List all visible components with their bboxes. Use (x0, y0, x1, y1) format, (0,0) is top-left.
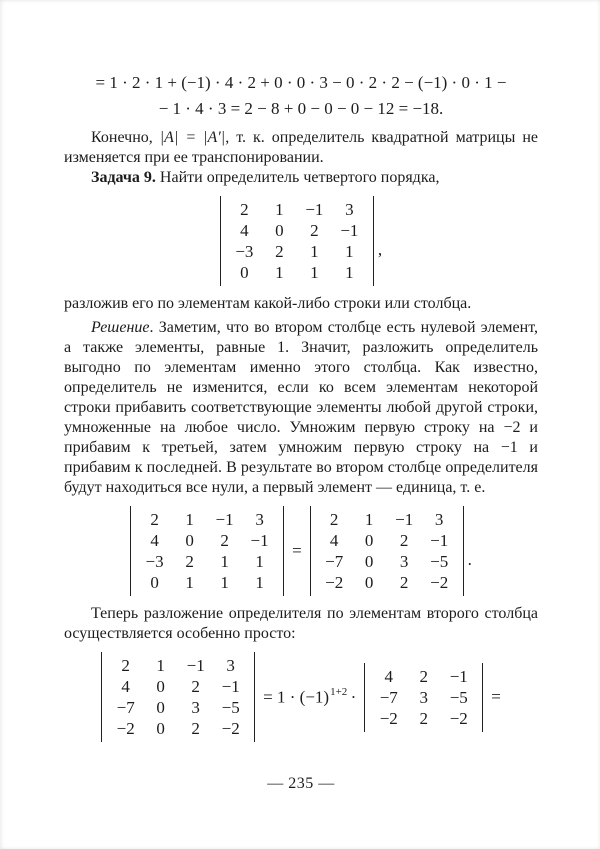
matrix-cell: −7 (325, 552, 344, 571)
matrix-cell: −2 (116, 719, 135, 738)
determinant-4x4-expansion (101, 652, 255, 742)
equation-top-line1: = 1 · 2 · 1 + (−1) · 4 · 2 + 0 · 0 · 3 − 0 · 2 · 2 − (−1) · 0 · 1 − (95, 73, 507, 92)
matrix-cell: −5 (221, 698, 240, 717)
matrix-cell: 1 (156, 656, 165, 675)
matrix-cell: −1 (186, 656, 205, 675)
matrix-cell: 0 (364, 552, 374, 571)
solution-label: Решение (91, 319, 150, 336)
matrix-cell: 4 (384, 666, 393, 686)
page-number: — 235 — (267, 775, 335, 792)
equation-transform (64, 506, 538, 596)
matrix-cell: 2 (419, 666, 428, 686)
matrix-cell: 3 (255, 510, 264, 529)
matrix-cell: −2 (325, 573, 344, 592)
matrix-cell: −2 (430, 573, 449, 592)
matrix-cell: 3 (345, 200, 354, 219)
matrix-cell: 1 (275, 263, 284, 282)
matrix-cell: 1 (364, 510, 374, 529)
matrix-cell: 2 (185, 552, 194, 571)
matrix-cell: 1 (255, 573, 264, 592)
matrix-cell: 1 (345, 263, 354, 282)
matrix-cell: 0 (364, 531, 374, 550)
matrix-cell: 2 (191, 719, 200, 738)
paragraph-transpose-prefix: Конечно, (91, 129, 160, 146)
period-after-determinant: . (467, 550, 472, 569)
matrix-cell: 2 (399, 573, 409, 592)
matrix-cell: 1 (185, 573, 194, 592)
matrix-cell: 0 (185, 531, 194, 550)
matrix-cell: 1 (345, 242, 354, 261)
matrix-cell: 4 (121, 677, 130, 696)
matrix-cell: 2 (329, 510, 339, 529)
matrix-cell: 1 (275, 200, 284, 219)
matrix-cell: 3 (419, 687, 428, 707)
matrix-cell: 1 (255, 552, 264, 571)
matrix-cell: 3 (434, 510, 444, 529)
matrix-cell: 3 (226, 656, 235, 675)
matrix-cell: 2 (399, 531, 409, 550)
matrix-cell: 2 (191, 677, 200, 696)
paragraph-solution (64, 318, 538, 498)
matrix-cell: 0 (156, 698, 165, 717)
matrix-cell: −1 (305, 200, 324, 219)
matrix-cell: 0 (364, 573, 374, 592)
matrix-cell: 0 (150, 573, 159, 592)
matrix-cell: −7 (116, 698, 135, 717)
matrix-cell: 3 (399, 552, 409, 571)
matrix-cell: −5 (449, 687, 468, 707)
determinant-4x4-left (130, 506, 284, 596)
matrix-cell: −1 (250, 531, 269, 550)
multiplication-dot: · (346, 687, 357, 707)
task-label: Задача 9. (91, 169, 156, 186)
inline-math-determinant-equality: |A| = |A′| (159, 129, 226, 146)
matrix-cell: −1 (430, 531, 449, 550)
paragraph-transpose (64, 128, 538, 168)
matrix-cell: −5 (430, 552, 449, 571)
matrix-cell: −1 (221, 677, 240, 696)
matrix-cell: 1 (185, 510, 194, 529)
matrix-cell: 0 (156, 719, 165, 738)
matrix-cell: 2 (240, 200, 249, 219)
matrix-cell: −3 (145, 552, 164, 571)
paragraph-transpose-rest: , т. к. определитель квадратной матрицы не изменяется при ее транспонировании. (64, 129, 539, 166)
comma-after-determinant: , (377, 240, 383, 259)
matrix-cell: 1 (220, 573, 229, 592)
matrix-cell: −1 (340, 221, 359, 240)
matrix-cell: 2 (150, 510, 159, 529)
matrix-cell: 4 (150, 531, 159, 550)
expansion-factor (263, 687, 356, 708)
determinant-3x3-minor (364, 663, 483, 732)
matrix-cell: −7 (379, 687, 398, 707)
equation-top (64, 70, 538, 122)
equation-top-line2: − 1 · 4 · 3 = 2 − 8 + 0 − 0 − 0 − 12 = −18. (158, 99, 444, 118)
matrix-cell: −2 (221, 719, 240, 738)
matrix-cell: 2 (220, 531, 229, 550)
matrix-cell: 0 (156, 677, 165, 696)
matrix-cell: −1 (395, 510, 414, 529)
expansion-factor-base: = 1 · (−1) (263, 687, 330, 707)
equation-matrix1 (64, 196, 538, 286)
determinant-4x4-transformed (310, 506, 464, 596)
matrix-cell: 1 (310, 242, 319, 261)
matrix-cell: 2 (310, 221, 319, 240)
matrix-cell: −1 (215, 510, 234, 529)
equals-sign: = (292, 541, 302, 560)
matrix-cell: 4 (329, 531, 339, 550)
trailing-equals-sign: = (491, 687, 501, 706)
matrix-cell: 1 (310, 263, 319, 282)
matrix-cell: 2 (121, 656, 130, 675)
expansion-exponent: 1+2 (330, 685, 348, 698)
paragraph-now: Теперь разложение определителя по элементам второго столбца осуществляется особенно просто: (64, 605, 538, 642)
matrix-cell: −2 (379, 708, 398, 728)
determinant-4x4-original (220, 196, 374, 286)
matrix-cell: 0 (240, 263, 249, 282)
solution-text: . Заметим, что во втором столбце есть нулевой элемент, а также элементы, равные 1. Значит, разложить определитель выгодно по элементам именно этого столбца. Как известно, определитель не изменится, если ко всем элементам некоторой строки прибавить соответствующие элементы любой другой строки, умноженные на любое число. Умножим первую строку на −2 и прибавим к третьей, затем умножим первую строку на −1 и прибавим к последней. В результате во втором столбце определителя будут находиться все нули, а первый элемент — единица, т. е. (64, 319, 538, 496)
matrix-cell: 4 (240, 221, 249, 240)
paragraph-expand: разложив его по элементам какой-либо строки или столбца. (64, 295, 472, 312)
matrix-cell: 3 (191, 698, 200, 717)
matrix-cell: 2 (419, 708, 428, 728)
task-text: Найти определитель четвертого порядка, (155, 169, 440, 186)
matrix-cell: 1 (220, 552, 229, 571)
matrix-cell: −2 (449, 708, 468, 728)
paragraph-task (64, 168, 538, 188)
matrix-cell: 0 (275, 221, 284, 240)
matrix-cell: −3 (235, 242, 254, 261)
matrix-cell: 2 (275, 242, 284, 261)
equation-expansion (64, 652, 538, 742)
matrix-cell: −1 (449, 666, 468, 686)
